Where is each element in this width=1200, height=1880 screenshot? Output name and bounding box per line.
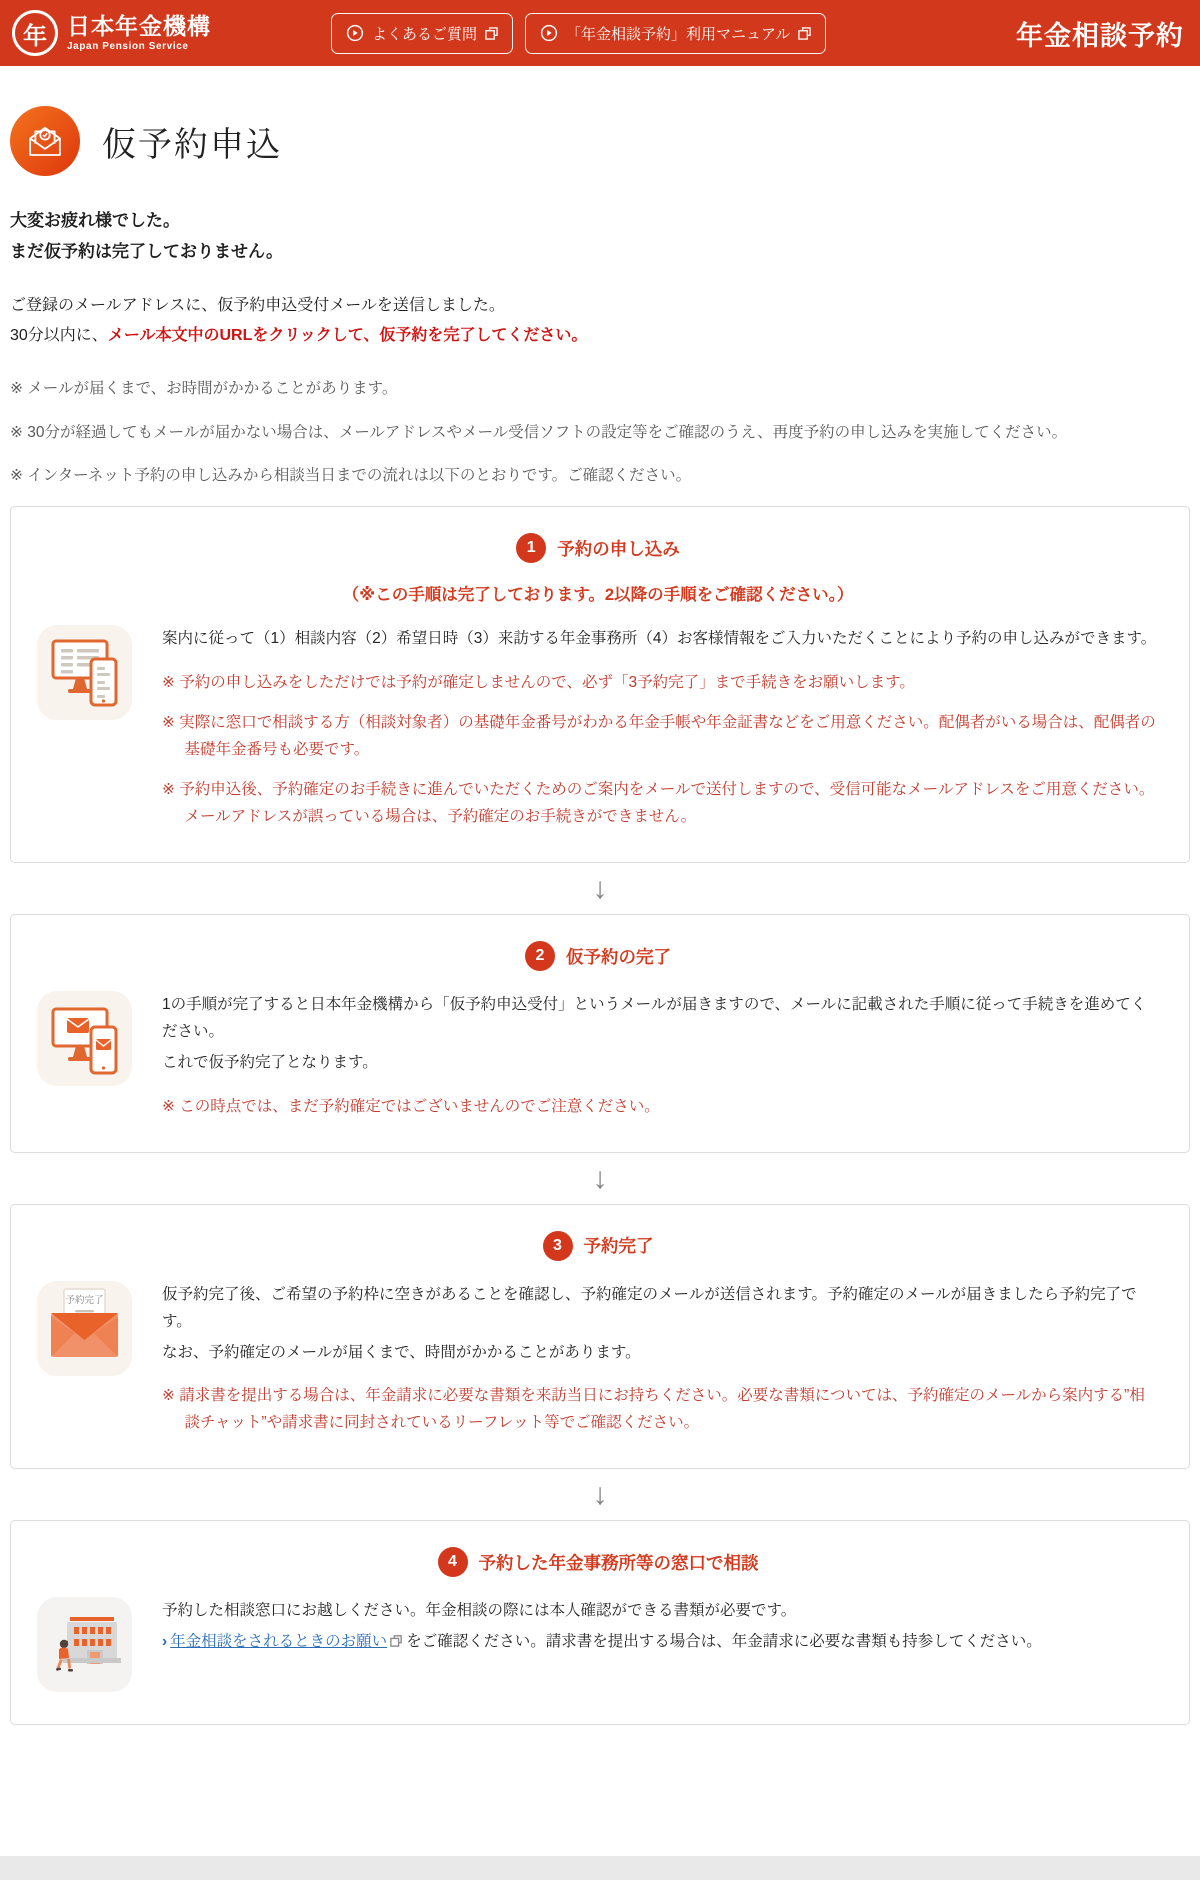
step-3-number-badge: 3 [543, 1231, 573, 1261]
step-4-number-badge: 4 [438, 1547, 468, 1577]
manual-button-label: 「年金相談予約」利用マニュアル [566, 25, 791, 43]
step-1-note-1: ※ 予約の申し込みをしただけでは予約が確定しませんので、必ず「3予約完了」まで手続きをお願いします。 [162, 673, 915, 691]
step-3-title: 予約完了 [583, 1236, 654, 1257]
deadline-instruction: メール本文中のURLをクリックして、仮予約を完了してください。 [107, 326, 588, 344]
step-1-subtitle: （※この手順は完了しております。2以降の手順をご確認ください。） [342, 586, 854, 605]
faq-button-label: よくあるご質問 [372, 25, 478, 43]
step-1-number-badge: 1 [516, 533, 546, 563]
jps-logo[interactable] [12, 10, 211, 56]
visit-office-illustration-icon [37, 1597, 132, 1692]
consultation-request-link[interactable]: 年金相談をされるときのお願い [170, 1633, 388, 1651]
note-mail-delay: ※ メールが届くまで、お時間がかかることがあります。 [10, 380, 398, 398]
step-2-number-badge: 2 [525, 941, 555, 971]
mail-sent-paragraph [10, 291, 1190, 350]
step-1-title: 予約の申し込み [557, 538, 680, 559]
step-1-header [37, 533, 1159, 563]
page-title: 仮予約申込 [102, 125, 282, 164]
step-3-header [37, 1231, 1159, 1261]
site-header [0, 0, 1200, 66]
step-2-body-2: これで仮予約完了となります。 [162, 1054, 378, 1072]
step-card-1 [10, 506, 1190, 863]
step-2-note-1: ※ この時点では、まだ予約確定ではございませんのでご注意ください。 [162, 1097, 660, 1115]
play-circle-icon [346, 24, 364, 42]
external-link-icon [798, 27, 811, 40]
step-1-note-2: ※ 実際に窓口で相談する方（相談対象者）の基礎年金番号がわかる年金手帳や年金証書などをご用意ください。配偶者がいる場合は、配偶者の基礎年金番号も必要です。 [162, 713, 1156, 758]
step-4-title: 予約した年金事務所等の窓口で相談 [478, 1552, 759, 1573]
down-arrow-icon: ↓ [592, 872, 608, 906]
faq-button[interactable] [331, 13, 513, 54]
step-4-after-link: をご確認ください。請求書を提出する場合は、年金請求に必要な書類も持参してください。 [406, 1633, 1042, 1651]
jps-logo-mark-icon [12, 10, 58, 56]
step-card-3 [10, 1204, 1190, 1470]
intro-line-2: まだ仮予約は完了しておりません。 [10, 241, 284, 261]
note-flow-overview: ※ インターネット予約の申し込みから相談当日までの流れは以下のとおりです。ご確認ください。 [10, 467, 692, 485]
general-notes [10, 376, 1190, 489]
step-3-body-1: 仮予約完了後、ご希望の予約枠に空きがあることを確認し、予約確定のメールが送信されます。予約確定のメールが届きましたら予約完了です。 [162, 1285, 1137, 1330]
step-card-4 [10, 1520, 1190, 1725]
link-chevron: › [162, 1633, 168, 1651]
external-link-icon [485, 27, 498, 40]
devices-mail-illustration-icon [37, 991, 132, 1086]
deadline-prefix: 30分以内に、 [10, 326, 108, 344]
logo-title: 日本年金機構 [67, 12, 211, 39]
mail-check-icon [10, 106, 80, 176]
step-1-red-notes [162, 669, 1159, 831]
header-buttons [331, 13, 826, 54]
step-3-note-1: ※ 請求書を提出する場合は、年金請求に必要な書類を来訪当日にお持ちください。必要な書類については、予約確定のメールから案内する”相談チャット”や請求書に同封されているリーフレット等でご確認ください。 [162, 1387, 1145, 1432]
external-link-icon [390, 1635, 402, 1647]
step-card-2 [10, 914, 1190, 1153]
logo-mark-glyph: 年 [23, 22, 47, 50]
logo-subtitle: Japan Pension Service [67, 41, 189, 53]
mail-sent-line: ご登録のメールアドレスに、仮予約申込受付メールを送信しました。 [10, 297, 505, 315]
main-content [0, 66, 1200, 1804]
footer-bar [0, 1856, 1200, 1880]
service-title: 年金相談予約 [1016, 20, 1184, 51]
play-circle-icon [540, 24, 558, 42]
confirmation-envelope-illustration-icon [37, 1281, 132, 1376]
devices-illustration-icon [37, 625, 132, 720]
envelope-paper-label: 予約完了 [65, 1294, 104, 1306]
step-4-link-line [162, 1628, 1159, 1655]
step-1-note-3: ※ 予約申込後、予約確定のお手続きに進んでいただくためのご案内をメールで送付しますので、受信可能なメールアドレスをご用意ください。メールアドレスが誤っている場合は、予約確定のお手続きができません。 [162, 780, 1155, 826]
step-4-body: 予約した相談窓口にお越しください。年金相談の際には本人確認ができる書類が必要です。 [162, 1602, 797, 1620]
step-3-body-2: なお、予約確定のメールが届くまで、時間がかかることがあります。 [162, 1343, 641, 1361]
down-arrow-icon: ↓ [592, 1478, 608, 1512]
intro-line-1: 大変お疲れ様でした。 [10, 211, 180, 230]
note-mail-not-received: ※ 30分が経過してもメールが届かない場合は、メールアドレスやメール受信ソフトの設定等をご確認のうえ、再度予約の申し込みを実施してください。 [10, 423, 1068, 441]
step-2-body-1: 1の手順が完了すると日本年金機構から「仮予約申込受付」というメールが届きますので、メールに記載された手順に従って手続きを進めてください。 [162, 996, 1147, 1041]
step-2-header [37, 941, 1159, 971]
step-4-header [37, 1547, 1159, 1577]
step-3-red-notes [162, 1382, 1159, 1436]
page-title-row [10, 106, 1190, 176]
step-1-body: 案内に従って（1）相談内容（2）希望日時（3）来訪する年金事務所（4）お客様情報をご入力いただくことにより予約の申し込みができます。 [162, 630, 1157, 648]
intro-message [10, 206, 1190, 267]
down-arrow-icon: ↓ [592, 1161, 608, 1195]
manual-button[interactable] [525, 13, 826, 54]
step-2-title: 仮予約の完了 [566, 946, 671, 967]
step-2-red-notes [162, 1093, 1159, 1120]
deadline-line [10, 321, 1190, 351]
